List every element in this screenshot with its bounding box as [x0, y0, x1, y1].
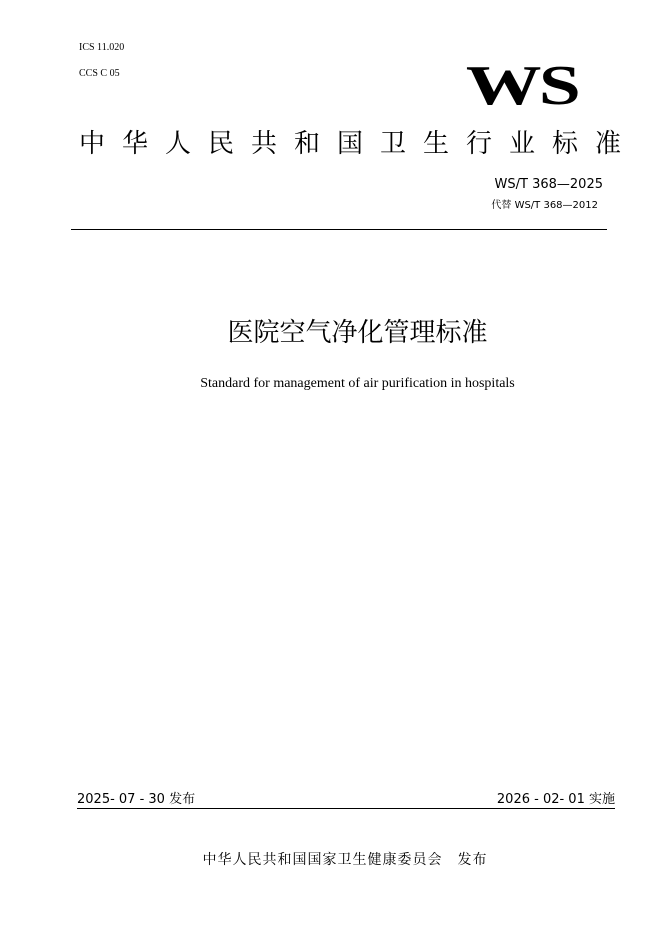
- footer-divider: [77, 808, 615, 809]
- implementation-date: 2026 - 02- 01 实施: [496, 792, 615, 807]
- document-title-en: Standard for management of air purification in hospitals: [200, 376, 515, 391]
- header-divider: [71, 229, 607, 230]
- ws-logo: WS: [465, 55, 578, 117]
- ccs-code: CCS C 05: [79, 68, 120, 79]
- ics-code: ICS 11.020: [79, 42, 125, 53]
- issue-date: 2025- 07 - 30 发布: [77, 792, 196, 807]
- replaces-standard: 代替 WS/T 368—2012: [491, 200, 598, 211]
- standard-number: WS/T 368—2025: [494, 177, 603, 192]
- standard-type-title: 中华人民共和国卫生行业标准: [79, 129, 639, 159]
- document-title-cn: 医院空气净化管理标准: [227, 318, 488, 348]
- issuing-authority: 中华人民共和国国家卫生健康委员会 发布: [202, 852, 488, 868]
